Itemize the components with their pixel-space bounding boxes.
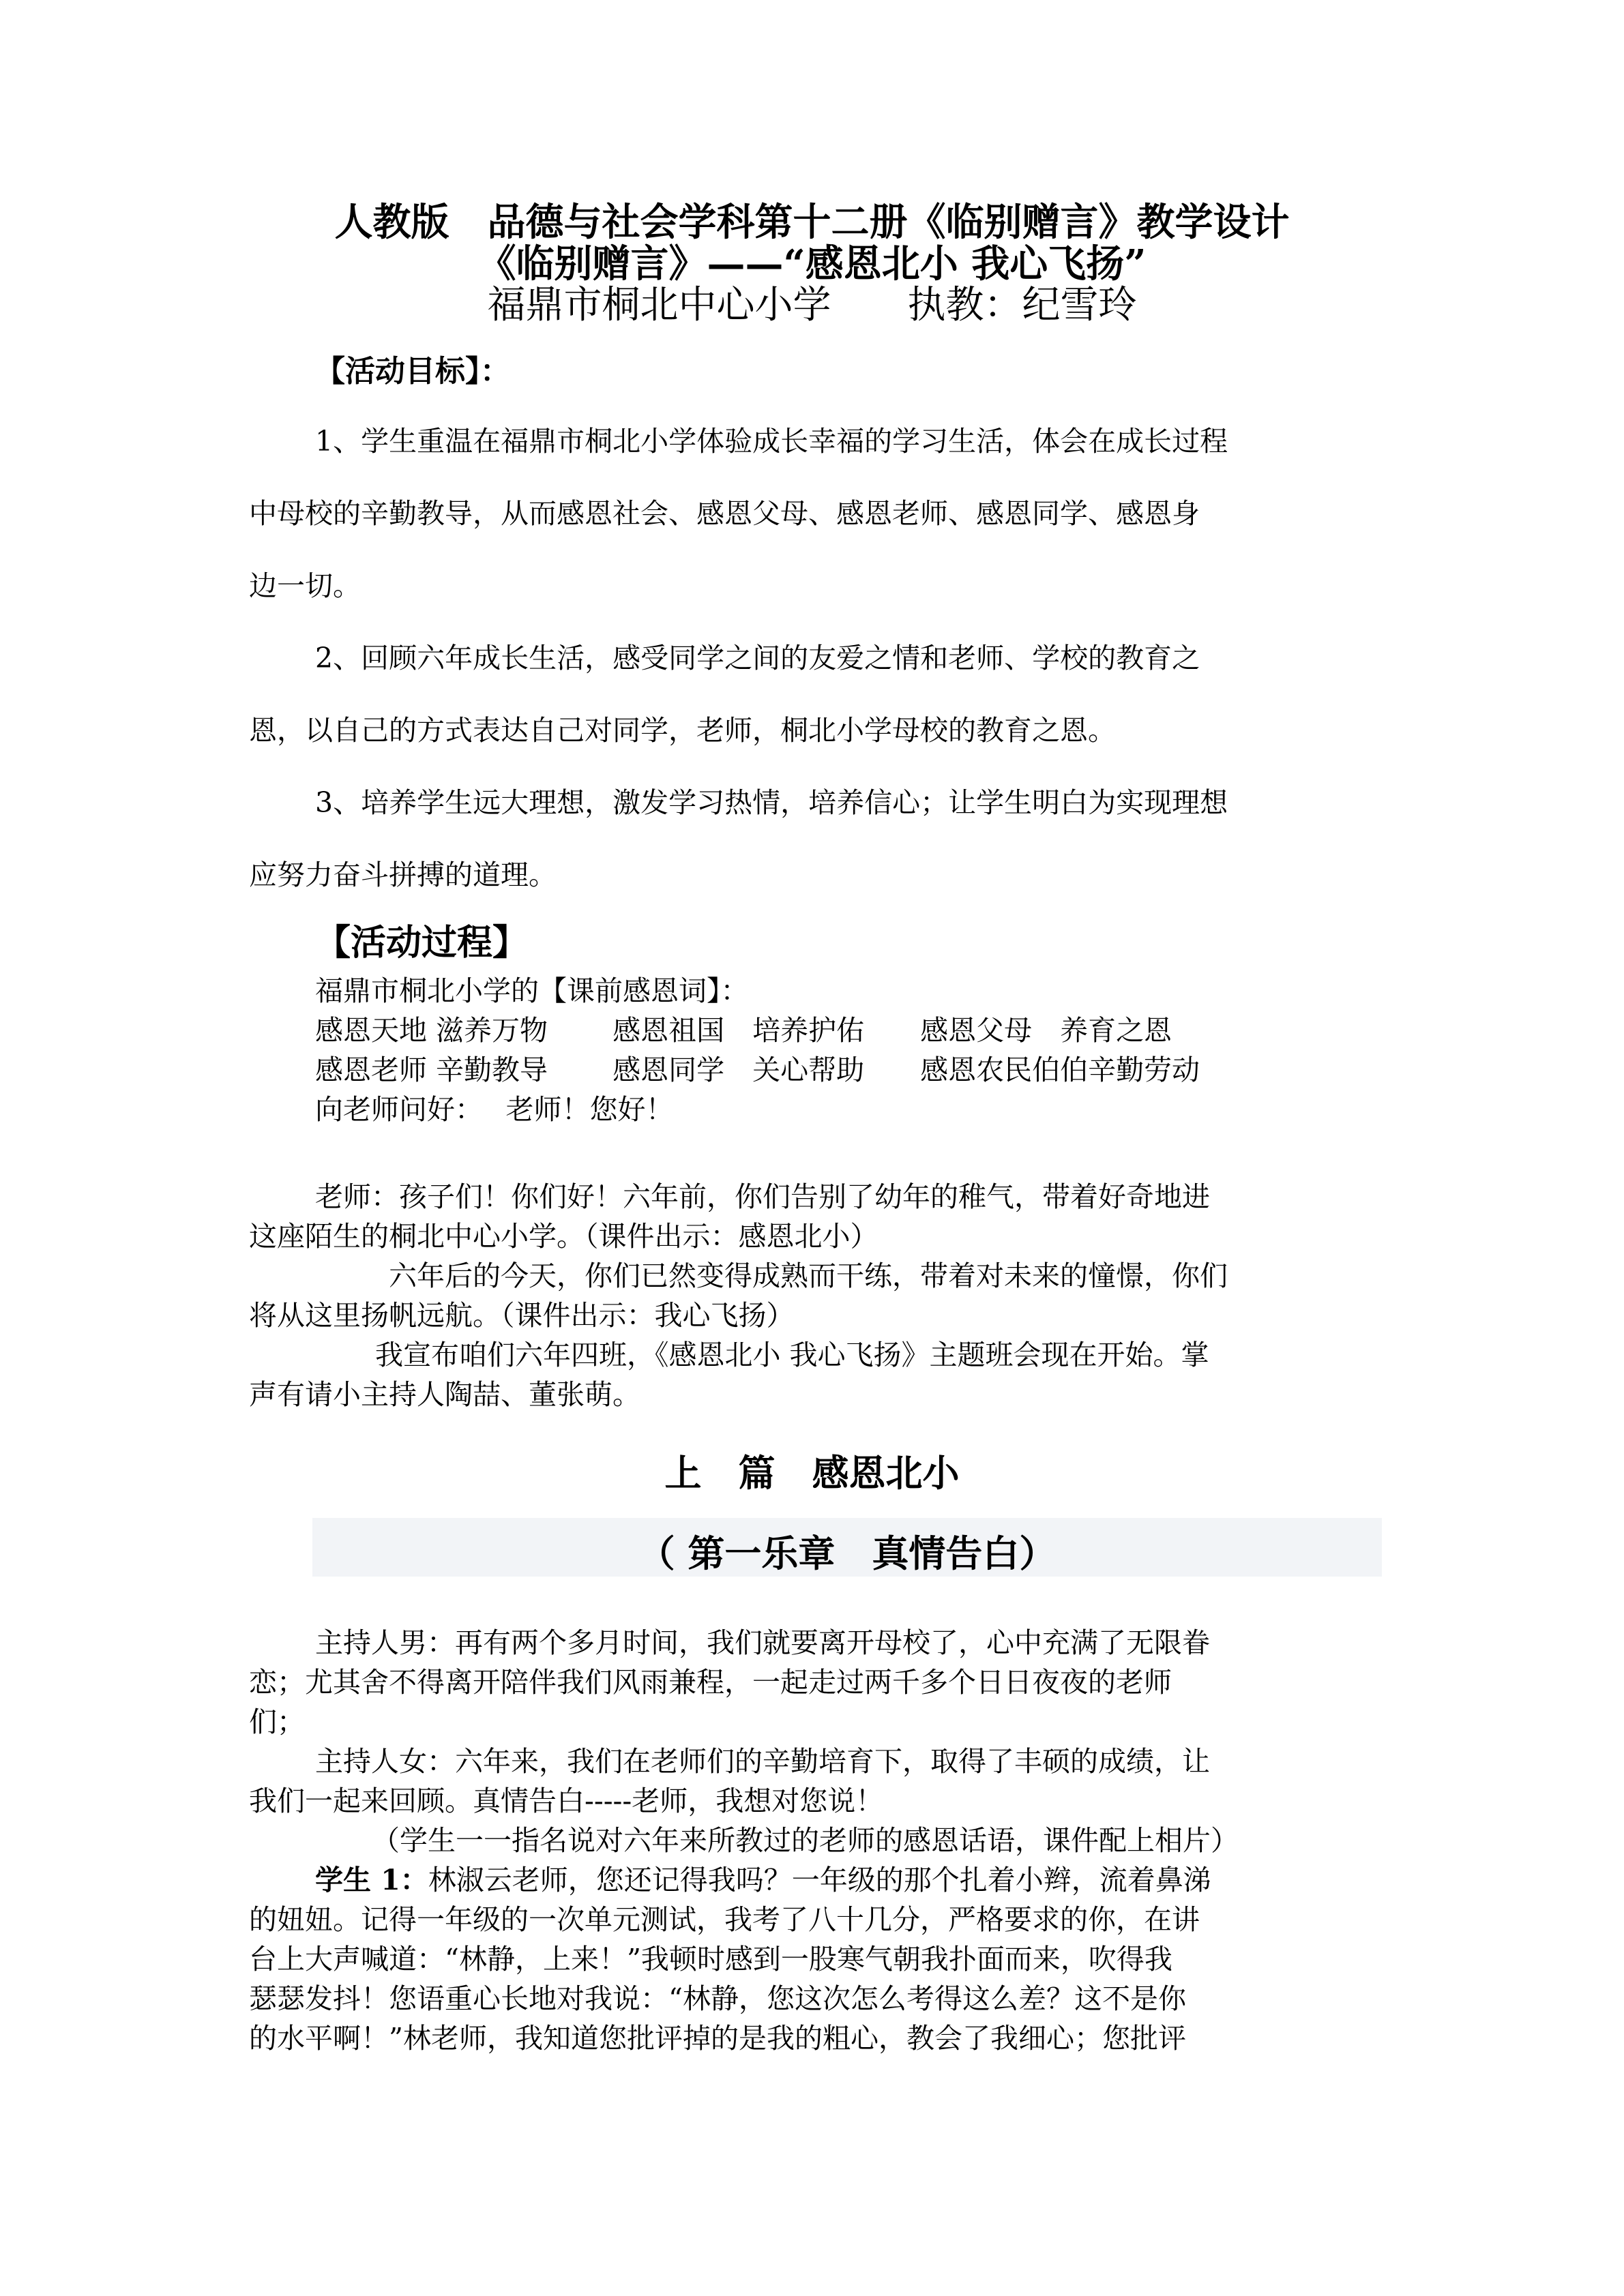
objective-line: 恩，以自己的方式表达自己对同学，老师，桐北小学母校的教育之恩。 <box>249 714 1116 747</box>
process-line: 感恩老师 辛勤教导 感恩同学 关心帮助 感恩农民伯伯辛勤劳动 <box>315 1054 1200 1086</box>
doc-title: 人教版 品德与社会学科第十二册《临别赠言》教学设计 <box>334 200 1290 245</box>
objective-line: 应努力奋斗拼搏的道理。 <box>249 859 557 891</box>
dialogue-line: 们； <box>249 1705 305 1738</box>
process-line: 这座陌生的桐北中心小学。（课件出示：感恩北小） <box>249 1220 879 1253</box>
process-line: 福鼎市桐北小学的【课前感恩词】： <box>315 974 749 1007</box>
dialogue-line: 的妞妞。记得一年级的一次单元测试，我考了八十几分，严格要求的你，在讲 <box>249 1903 1200 1936</box>
process-line: 将从这里扬帆远航。（课件出示：我心飞扬） <box>249 1299 795 1332</box>
process-line: 感恩天地 滋养万物 感恩祖国 培养护佑 感恩父母 养育之恩 <box>315 1014 1172 1047</box>
objective-line: 中母校的辛勤教导，从而感恩社会、感恩父母、感恩老师、感恩同学、感恩身 <box>249 497 1200 530</box>
dialogue-line: 台上大声喊道：“林静，上来！”我顿时感到一股寒气朝我扑面而来，吹得我 <box>249 1943 1172 1976</box>
doc-subtitle: 福鼎市桐北中心小学 执教：纪雪玲 <box>487 283 1137 327</box>
process-line: 我宣布咱们六年四班，《感恩北小 我心飞扬》主题班会现在开始。掌 <box>375 1339 1209 1371</box>
dialogue-line: （学生一一指名说对六年来所教过的老师的感恩话语，课件配上相片） <box>372 1824 1239 1857</box>
student-line <box>315 1858 1211 1898</box>
dialogue-line: 我们一起来回顾。真情告白-----老师，我想对您说！ <box>249 1785 884 1817</box>
student-label: 学生 1： <box>315 1864 428 1896</box>
dialogue-line: 恋；尤其舍不得离开陪伴我们风雨兼程，一起走过两千多个日日夜夜的老师 <box>249 1666 1172 1699</box>
process-line: 向老师问好： 老师！您好！ <box>315 1093 674 1126</box>
doc-title-line2: 《临别赠言》——“感恩北小 我心飞扬” <box>477 241 1147 286</box>
objectives-heading: 【活动目标】： <box>315 354 510 389</box>
part-title: 上 篇 感恩北小 <box>664 1451 960 1495</box>
objective-line: 边一切。 <box>249 569 361 602</box>
student-speech: 林淑云老师，您还记得我吗？一年级的那个扎着小辫，流着鼻涕 <box>428 1864 1211 1896</box>
process-line: 老师：孩子们！你们好！六年前，你们告别了幼年的稚气，带着好奇地进 <box>315 1180 1210 1213</box>
dialogue-line: 的水平啊！”林老师，我知道您批评掉的是我的粗心，教会了我细心；您批评 <box>249 2022 1186 2055</box>
dialogue-line: 主持人女：六年来，我们在老师们的辛勤培育下，取得了丰硕的成绩，让 <box>315 1745 1210 1778</box>
dialogue-line: 主持人男：再有两个多月时间，我们就要离开母校了，心中充满了无限眷 <box>315 1626 1210 1659</box>
process-line: 声有请小主持人陶喆、董张萌。 <box>249 1378 640 1411</box>
process-line: 六年后的今天，你们已然变得成熟而干练，带着对未来的憧憬，你们 <box>389 1259 1228 1292</box>
process-heading: 【活动过程】 <box>315 922 529 964</box>
dialogue-line: 瑟瑟发抖！您语重心长地对我说：“林静，您这次怎么考得这么差？这不是你 <box>249 1982 1186 2015</box>
chapter-title: （ 第一乐章 真情告白） <box>638 1532 1057 1575</box>
objective-line: 1、学生重温在福鼎市桐北小学体验成长幸福的学习生活，体会在成长过程 <box>315 425 1228 458</box>
objective-line: 3、培养学生远大理想，激发学习热情，培养信心；让学生明白为实现理想 <box>315 786 1228 819</box>
objective-line: 2、回顾六年成长生活，感受同学之间的友爱之情和老师、学校的教育之 <box>315 642 1200 674</box>
